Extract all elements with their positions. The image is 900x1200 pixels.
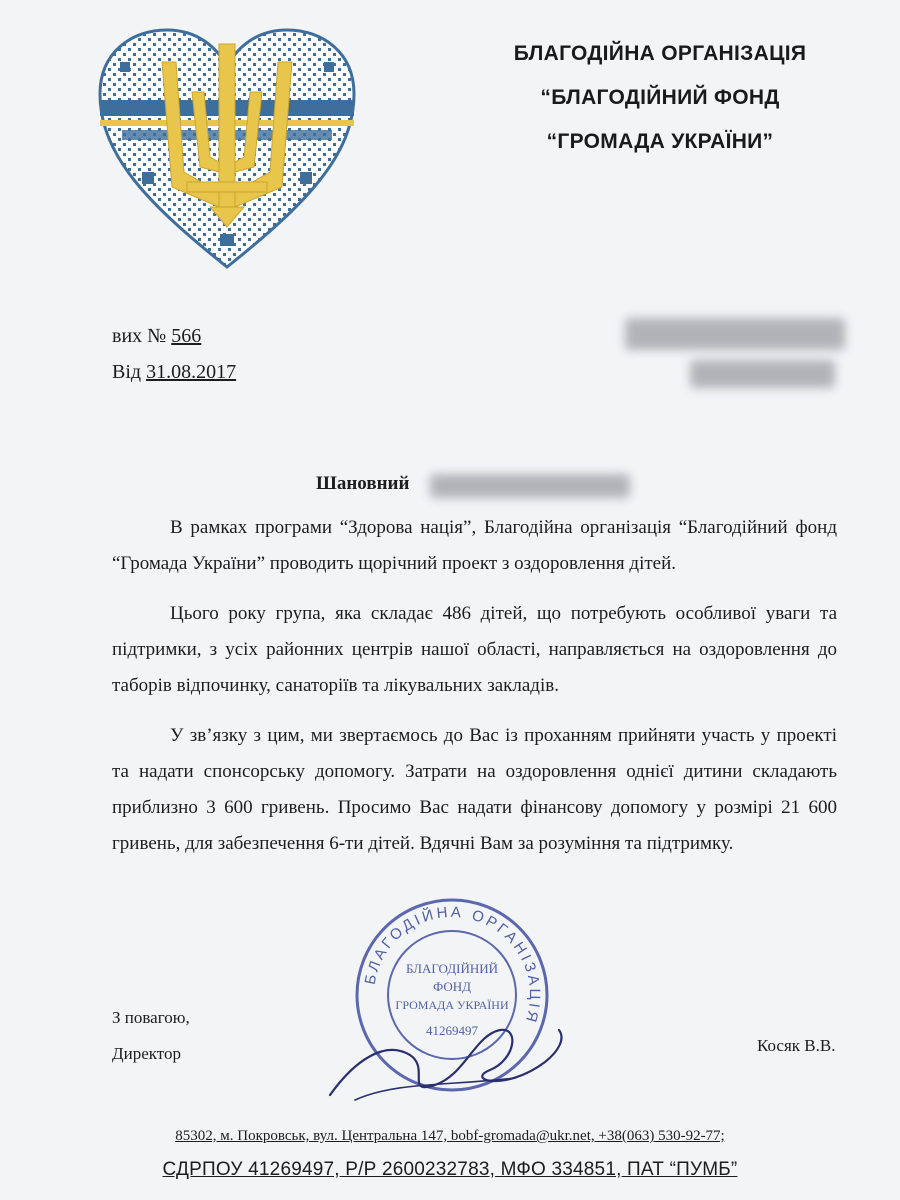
stamp-line-2: ФОНД	[432, 979, 472, 994]
signatory-name: Косяк В.В.	[757, 1036, 836, 1055]
redacted-recipient-line-1	[625, 318, 845, 350]
body-paragraph-3: У зв’язку з цим, ми звертаємось до Вас із проханням прийняти участь у проекті та надати спонсорську допомогу. Затрати на оздоровлення однієї дитини складають приблизно 3 600 гривень. Просимо Вас надати фінансову допомогу у розмірі 21 600 гривень, для забезпечення 6-ти дітей. Вдячні Вам за розуміння та підтримку.	[112, 725, 837, 854]
footer-requisites: СДРПОУ 41269497, Р/Р 2600232783, МФО 334851, ПАТ “ПУМБ”	[162, 1159, 738, 1180]
redacted-recipient-name	[430, 474, 630, 498]
outgoing-date-value: 31.08.2017	[146, 361, 237, 383]
organization-line-3: “ГРОМАДА УКРАЇНИ”	[546, 130, 774, 153]
outgoing-number-value: 566	[171, 325, 202, 347]
trident-heart-logo	[92, 22, 362, 272]
outgoing-number-row	[112, 318, 236, 354]
director-signature	[315, 1000, 575, 1110]
stamp-line-1: БЛАГОДІЙНИЙ	[405, 961, 499, 976]
letter-body	[112, 510, 837, 876]
stamp-line-3: ГРОМАДА УКРАЇНИ	[395, 998, 509, 1012]
closing-block	[112, 1000, 190, 1072]
stamp-ring-text: БЛАГОДІЙНА ОРГАНІЗАЦІЯ	[361, 903, 544, 1027]
outgoing-date-row	[112, 354, 236, 390]
outgoing-number-label: вих №	[112, 325, 167, 347]
closing-position: Директор	[112, 1044, 181, 1063]
outgoing-reference	[112, 318, 236, 390]
body-paragraph-1: В рамках програми “Здорова нація”, Благодійна організація “Благодійний фонд “Громада України” проводить щорічний проект з оздоровлення дітей.	[112, 517, 837, 574]
organization-name	[455, 32, 865, 164]
greeting	[316, 473, 409, 495]
organization-line-1: БЛАГОДІЙНА ОРГАНІЗАЦІЯ	[513, 42, 807, 65]
redacted-recipient-line-2	[690, 360, 835, 388]
organization-line-2: “БЛАГОДІЙНИЙ ФОНД	[540, 86, 780, 109]
footer-address: 85302, м. Покровськ, вул. Центральна 147, bobf-gromada@ukr.net, +38(063) 530-92-77;	[175, 1128, 725, 1144]
stamp-code: 41269497	[426, 1023, 478, 1038]
greeting-text: Шановний	[316, 473, 410, 494]
closing-regards: З повагою,	[112, 1008, 190, 1027]
outgoing-date-label: Від	[112, 361, 142, 383]
body-paragraph-2: Цього року група, яка складає 486 дітей, що потребують особливої уваги та підтримки, з усіх районних центрів нашої області, направляється на оздоровлення до таборів відпочинку, санаторіїв та лікувальних закладів.	[112, 603, 837, 696]
